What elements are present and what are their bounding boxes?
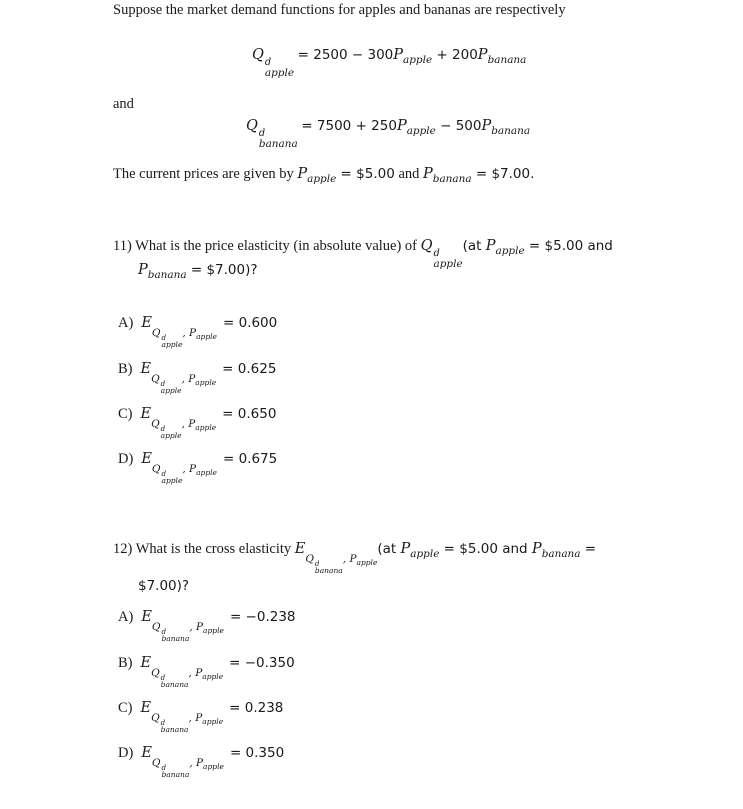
q11-option-d[interactable]: D) EQ d apple , $P_{apple}= 0.675$ — [118, 451, 278, 486]
q12-option-b[interactable]: B) EQ d banana , $P_{apple}= -0.350$ — [118, 655, 295, 690]
elasticity-q: Q — [151, 757, 161, 770]
elasticity-q-sup: d — [160, 379, 166, 389]
q11-q-sup: d — [433, 248, 440, 260]
elasticity-q-sup: d — [160, 718, 166, 728]
q12-p-apple-sub: apple — [410, 547, 440, 560]
option-label: A) — [118, 315, 134, 331]
q11-lead: 11) What is the price elasticity (in absolute value) of — [113, 238, 421, 254]
eq1-p1: P — [393, 47, 404, 63]
elasticity-e: E — [141, 451, 152, 467]
elasticity-q-sub: banana — [161, 770, 190, 780]
and-text: and — [113, 96, 134, 112]
elasticity-e: E — [140, 361, 152, 377]
eq1-mid: + 200 — [432, 47, 478, 63]
q12-option-d[interactable]: D) EQ d banana , $P_{apple}= 0.350$ — [118, 745, 285, 780]
eq2-mid: − 500 — [435, 118, 482, 134]
q11-p-banana-sub: banana — [147, 268, 187, 281]
option-value: = 0.350 — [229, 745, 285, 761]
equation-banana-demand — [246, 118, 530, 149]
elasticity-q-sub: apple — [161, 476, 183, 486]
option-label: D) — [118, 451, 134, 467]
eq1-q: Q — [252, 47, 264, 63]
elasticity-e: E — [141, 315, 152, 331]
elasticity-p: P — [196, 757, 204, 770]
elasticity-p-sub: apple — [202, 717, 224, 727]
q12-at: (at — [377, 541, 401, 557]
elasticity-p-sub: apple — [203, 626, 224, 636]
option-value: = −0.238 — [229, 609, 296, 625]
q11-option-b[interactable]: B) EQ d apple , $P_{apple}= 0.625$ — [118, 361, 277, 396]
elasticity-q-sub: banana — [160, 725, 189, 735]
option-value: = −0.350 — [229, 655, 295, 671]
prices-p-banana: P — [423, 166, 433, 182]
elasticity-q-sub: apple — [161, 340, 183, 350]
eq2-rhs: = 7500 + 250 — [301, 118, 397, 134]
q12-apple-val: = $5.00 and — [439, 541, 532, 557]
elasticity-q: Q — [151, 667, 160, 680]
q11-q: Q — [420, 238, 433, 254]
question-11-line2 — [138, 262, 258, 279]
elasticity-p: P — [195, 712, 203, 725]
elasticity-q-sup: d — [161, 763, 166, 773]
elasticity-p-sub: apple — [202, 672, 224, 682]
option-value: = 0.625 — [222, 361, 277, 377]
equation-apple-demand — [252, 47, 526, 78]
q11-banana-val: = $7.00)? — [186, 262, 258, 278]
eq2-p2: P — [481, 118, 492, 134]
eq1-p2-sub: banana — [487, 53, 527, 66]
eq1-p1-sub: apple — [403, 53, 433, 66]
q12-lead: 12) What is the cross elasticity — [113, 541, 295, 557]
prices-p-banana-sub: banana — [432, 172, 472, 185]
q11-option-a[interactable]: A) EQ d apple , $P_{apple}= 0.600$ — [118, 315, 278, 350]
elasticity-p: P — [189, 463, 197, 476]
elasticity-q: Q — [151, 373, 160, 386]
q12-banana-end: = — [580, 541, 597, 557]
q12-p-banana-sub: banana — [541, 547, 581, 560]
elasticity-q-sup: d — [160, 424, 166, 434]
q12-e-q: Q — [305, 553, 314, 566]
eq2-p1-sub: apple — [406, 124, 436, 137]
q12-e-p-sub: apple — [356, 558, 378, 568]
elasticity-p-sub: apple — [203, 762, 224, 772]
elasticity-q-sub: banana — [161, 634, 190, 644]
prices-p-apple: P — [297, 166, 308, 182]
eq2-p1: P — [396, 118, 407, 134]
elasticity-q-sup: d — [161, 469, 166, 479]
q12-option-c[interactable]: C) EQ d banana , $P_{apple}= 0.238$ — [118, 700, 284, 735]
prices-p-apple-sub: apple — [307, 172, 337, 185]
option-label: A) — [118, 609, 134, 625]
option-label: C) — [118, 406, 133, 422]
q12-p-apple: P — [400, 541, 411, 557]
elasticity-q-sub: banana — [160, 680, 189, 690]
q11-p-banana: P — [138, 262, 148, 278]
elasticity-p: P — [196, 621, 204, 634]
elasticity-p: P — [195, 667, 203, 680]
option-label: B) — [118, 655, 133, 671]
option-label: C) — [118, 700, 133, 716]
elasticity-p-sub: apple — [195, 423, 217, 433]
elasticity-q: Q — [151, 712, 160, 725]
elasticity-q-sub: apple — [160, 386, 182, 396]
q11-apple-val: = $5.00 and — [524, 238, 613, 254]
q11-p-apple: P — [485, 238, 496, 254]
eq1-p2: P — [477, 47, 488, 63]
elasticity-q: Q — [151, 418, 160, 431]
intro-text: Suppose the market demand functions for apples and bananas are respectively — [113, 2, 566, 18]
eq2-q-sup: d — [258, 128, 266, 140]
elasticity-q: Q — [151, 463, 161, 476]
q11-at: (at — [462, 238, 486, 254]
eq1-rhs: = 2500 − 300 — [297, 47, 394, 63]
eq1-q-sub: apple — [264, 66, 294, 79]
prices-apple-val: = $5.00 — [336, 166, 395, 182]
eq2-q: Q — [246, 118, 258, 134]
q12-e-p: P — [349, 553, 357, 566]
elasticity-p: P — [188, 418, 196, 431]
elasticity-p-sub: apple — [195, 378, 217, 388]
elasticity-e: E — [140, 655, 152, 671]
elasticity-p: P — [188, 373, 196, 386]
prices-lead: The current prices are given by — [113, 166, 298, 182]
elasticity-e: E — [141, 609, 152, 625]
option-value: = 0.238 — [229, 700, 284, 716]
q12-e: E — [294, 541, 306, 557]
option-label: B) — [118, 361, 133, 377]
q12-e-q-sub: banana — [314, 566, 343, 576]
q11-q-sub: apple — [433, 257, 463, 270]
question-12-line2: $7.00)? — [138, 578, 190, 594]
q11-option-c[interactable]: C) EQ d apple , $P_{apple}= 0.650$ — [118, 406, 277, 441]
option-value: = 0.600 — [222, 315, 278, 331]
elasticity-e: E — [140, 406, 152, 422]
current-prices — [113, 166, 534, 183]
q12-p-banana: P — [531, 541, 542, 557]
eq2-q-sub: banana — [258, 137, 298, 150]
elasticity-p-sub: apple — [196, 332, 217, 342]
elasticity-q-sup: d — [161, 627, 166, 637]
elasticity-q: Q — [151, 621, 161, 634]
elasticity-e: E — [140, 700, 152, 716]
prices-banana-val: = $7.00. — [471, 166, 535, 182]
q12-option-a[interactable]: A) EQ d banana , $P_{apple}= -0.238$ — [118, 609, 296, 644]
prices-conj: and — [394, 166, 423, 182]
elasticity-e: E — [141, 745, 152, 761]
option-label: D) — [118, 745, 134, 761]
elasticity-p-sub: apple — [196, 468, 217, 478]
elasticity-q-sup: d — [160, 673, 166, 683]
option-value: = 0.650 — [222, 406, 277, 422]
eq2-p2-sub: banana — [491, 124, 531, 137]
question-12-line1: 12) What is the cross elasticity EQ d banana , $P_{apple}(at$ $P_{apple}$ = $5.00 and $P_{banana}$ = — [113, 541, 597, 576]
elasticity-q-sup: d — [161, 333, 166, 343]
q12-e-q-sup: d — [314, 559, 320, 569]
option-value: = 0.675 — [222, 451, 278, 467]
elasticity-q: Q — [151, 327, 161, 340]
elasticity-p: P — [189, 327, 197, 340]
eq1-q-sup: d — [264, 57, 272, 69]
q11-p-apple-sub: apple — [495, 244, 525, 257]
elasticity-q-sub: apple — [160, 431, 182, 441]
